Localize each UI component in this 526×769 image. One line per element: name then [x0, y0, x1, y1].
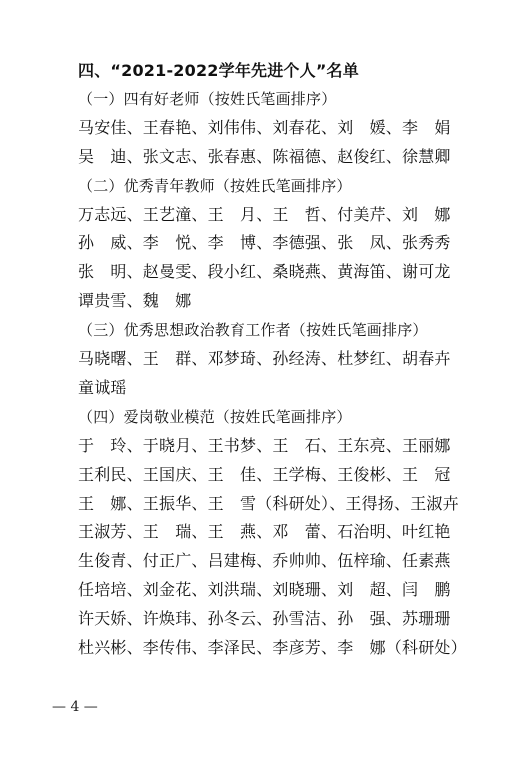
name-list-line: 于 玲、于晓月、王书梦、王 石、王东亮、王丽娜	[78, 436, 451, 455]
subsection-title-2: （二）优秀青年教师（按姓氏笔画排序）	[78, 177, 352, 195]
name-list-line: 谭贵雪、魏 娜	[78, 291, 192, 310]
name-list-line: 任培培、刘金花、刘洪瑞、刘晓珊、刘 超、闫 鹏	[78, 580, 451, 599]
subsection-title-3: （三）优秀思想政治教育工作者（按姓氏笔画排序）	[78, 321, 428, 339]
name-list-line: 马晓曙、王 群、邓梦琦、孙经涛、杜梦红、胡春卉	[78, 349, 451, 368]
name-list-line: 生俊青、付正广、吕建梅、乔帅帅、伍梓瑜、任素燕	[78, 551, 451, 570]
name-list-line: 杜兴彬、李传伟、李泽民、李彦芳、李 娜（科研处）	[78, 638, 467, 657]
name-list-line: 张 明、赵曼雯、段小红、桑晓燕、黄海笛、谢可龙	[78, 262, 451, 281]
name-list-line: 吴 迪、张文志、张春惠、陈福德、赵俊红、徐慧卿	[78, 147, 451, 166]
section-heading: 四、“2021-2022学年先进个人”名单	[78, 61, 359, 80]
name-list-line: 王利民、王国庆、王 佳、王学梅、王俊彬、王 冠	[78, 465, 451, 484]
name-list-line: 王淑芳、王 瑞、王 燕、邓 蕾、石治明、叶红艳	[78, 522, 451, 541]
name-list-line: 万志远、王艺潼、王 月、王 哲、付美芹、刘 娜	[78, 205, 451, 224]
page-number: — 4 —	[52, 699, 98, 715]
subsection-title-4: （四）爱岗敬业模范（按姓氏笔画排序）	[78, 408, 352, 426]
name-list-line: 许天娇、许焕玮、孙冬云、孙雪洁、孙 强、苏珊珊	[78, 609, 451, 628]
subsection-title-1: （一）四有好老师（按姓氏笔画排序）	[78, 90, 337, 108]
name-list-line: 王 娜、王振华、王 雪（科研处）、王得扬、王淑卉	[78, 494, 459, 513]
name-list-line: 童诚瑶	[78, 378, 127, 397]
name-list-line: 孙 威、李 悦、李 博、李德强、张 凤、张秀秀	[78, 233, 451, 252]
name-list-line: 马安佳、王春艳、刘伟伟、刘春花、刘 媛、李 娟	[78, 118, 451, 137]
